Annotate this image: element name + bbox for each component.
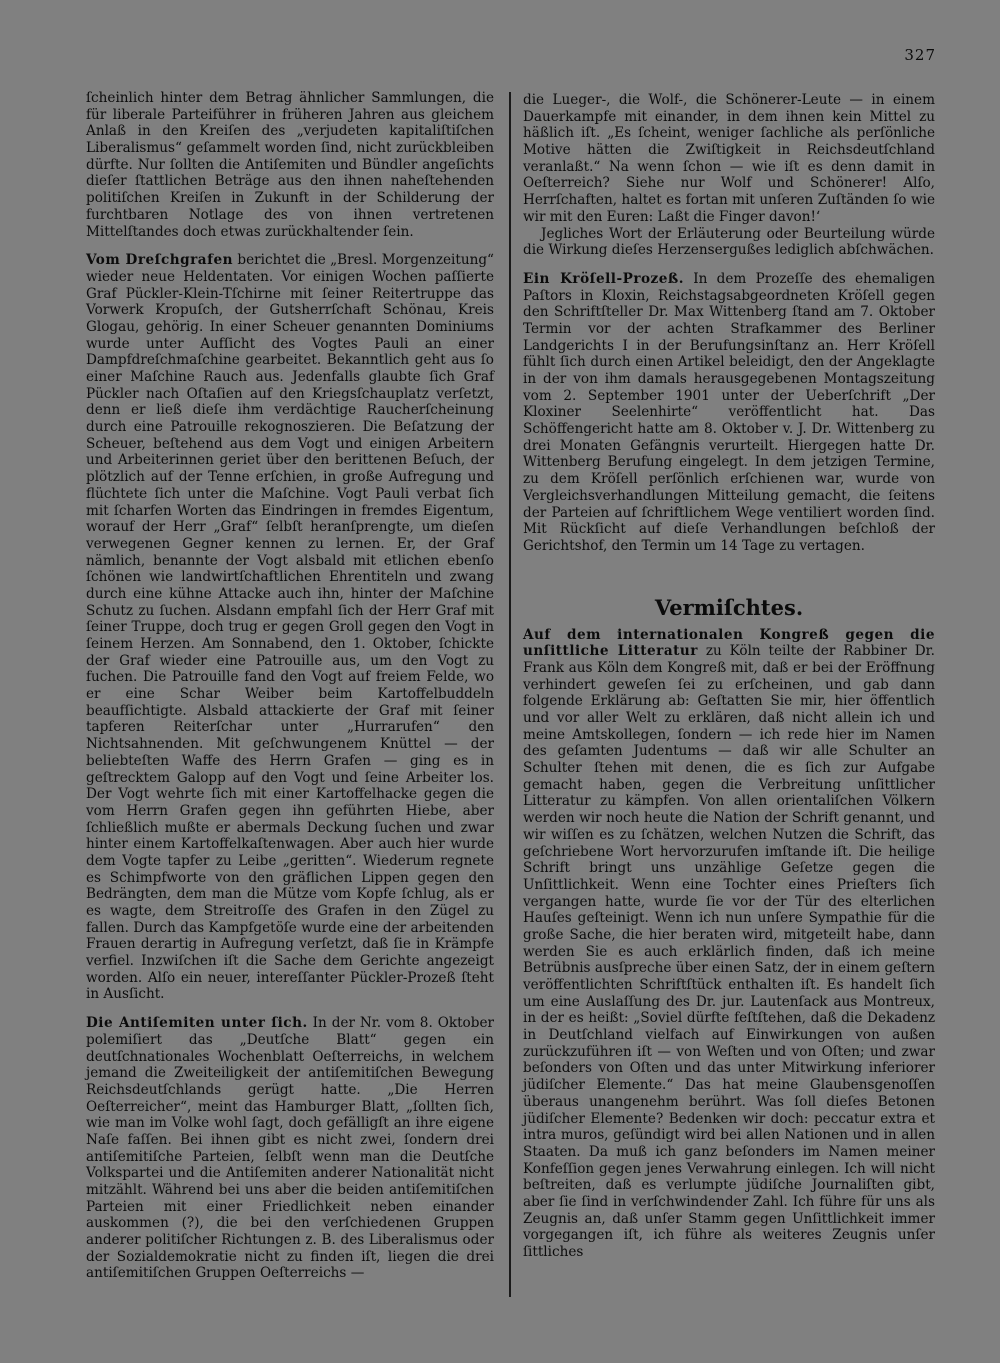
article-heading: Ein Kröſell-Prozeß. [523, 270, 684, 287]
article-dreschgrafen [86, 252, 494, 1003]
article-antisemiten [86, 1015, 494, 1282]
article-heading: Auf dem internationalen Kongreß gegen die unſittliche Litteratur [523, 626, 935, 660]
article-body: In dem Prozeſſe des ehemaligen Paſtors in Kloxin, Reichstagsabgeordneten Kröſell gegen den Schriftſteller Dr. Max Wittenberg ſtand am 7. Oktober Termin vor der achten Strafkammer des Berliner Landgerichts I in der Berufungsinſtanz an. Herr Kröſell fühlt ſich durch einen Artikel beleidigt, den der Angeklagte in der von ihm damals herausgegebenen Montagszeitung vom 2. September 1901 unter der Ueberſchrift „Der Kloxiner Seelenhirte“ veröffentlicht hat. Das Schöffengericht hatte am 8. Oktober v. J. Dr. Wittenberg zu drei Monaten Gefängnis verurteilt. Hiergegen hatte Dr. Wittenberg Berufung eingelegt. In dem jetzigen Termine, zu dem Kröſell perſönlich erſchienen war, wurde von Vergleichsverhandlungen Mitteilung gemacht, die ſeitens der Parteien auf ſchriftlichem Wege ventiliert worden ſind. Mit Rückſicht auf dieſe Verhandlungen beſchloß der Gerichtshof, den Termin um 14 Tage zu vertagen. [523, 270, 936, 554]
page-number: 327 [904, 46, 936, 64]
left-column [86, 90, 494, 1282]
commentary-paragraph: Jegliches Wort der Erläuterung oder Beurteilung würde die Wirkung dieſes Herzensergußes lediglich abſchwächen. [523, 225, 935, 259]
right-column [523, 92, 935, 1261]
article-heading: Die Antiſemiten unter ſich. [86, 1015, 308, 1032]
section-title: Vermiſchtes. [654, 594, 804, 620]
article-body: In der Nr. vom 8. Oktober polemiſiert das „Deutſche Blatt“ gegen ein deutſchnationales Wochenblatt Oeſterreichs, in welchem jemand die Zweiteiligkeit der antiſemitiſchen Bewegung Reichsdeutſchlands gerügt hatte. „Die Herren Oeſterreicher“, meint das Hamburger Blatt, „ſollten ſich, wie man im Volke wohl ſagt, doch gefälligſt an ihre eigene Naſe faſſen. Bei ihnen gibt es nicht zwei, ſondern drei antiſemitiſche Parteien, ſelbſt wenn man die Deutſche Volkspartei und die Antiſemiten anderer Nationalität nicht mitzählt. Während bei uns aber die beiden antiſemitiſchen Parteien mit einer Friedlichkeit neben einander auskommen (?), die bei den verſchiedenen Gruppen anderer politiſcher Richtungen z. B. des Liberalismus oder der Sozialdemokratie nicht zu finden iſt, liegen die drei antiſemitiſchen Gruppen Oeſterreichs — [86, 1015, 494, 1282]
article-kroesell [523, 271, 935, 555]
article-body: berichtet die „Bresl. Morgenzeitung“ wieder neue Heldentaten. Vor einigen Wochen paſſierte Graf Pückler-Klein-Tſchirne mit ſeiner Reitertruppe das Vorwerk Kropuſch, der Gutsherrſchaft Schönau, Kreis Glogau, gehörig. In einer Scheuer genannten Dominiums wurde unter Aufſicht des Vogtes Pauli an einer Dampfdreſchmaſchine gearbeitet. Bekanntlich geht aus ſo einer Maſchine Rauch aus. Jedenfalls glaubte ſich Graf Pückler nach Oſtaſien auf den Kriegsſchauplatz verſetzt, denn er ließ dieſe ihm verdächtige Raucherſcheinung durch eine Patrouille rekognoszieren. Die Beſatzung der Scheuer, beſtehend aus dem Vogt und einigen Arbeitern und Arbeiterinnen geriet über den berittenen Beſuch, der plötzlich auf der Tenne erſchien, in große Aufregung und flüchtete ſich unter die Maſchine. Vogt Pauli verbat ſich mit ſcharfen Worten das Eindringen in fremdes Eigentum, worauf der Herr „Graf“ ſelbſt heranſprengte, um dieſen verwegenen Gegner kennen zu lernen. Er, der Graf nämlich, benannte der Vogt alsbald mit etlichen ebenſo ſchönen wie landwirtſchaftlichen Ehrentiteln und zwang durch eine kühne Attacke auch ihn, hinter der Maſchine Schutz zu ſuchen. Alsdann empfahl ſich der Herr Graf mit ſeiner Truppe, doch trug er gegen Groll gegen den Vogt in ſeinem Herzen. Am Sonnabend, den 1. Oktober, ſchickte der Graf wieder eine Patrouille aus, um den Vogt zu fuchen. Die Patrouille fand den Vogt auf freiem Felde, wo er eine Schar Weiber beim Kartoffelbuddeln beaufſichtigte. Alsbald attackierte der Graf mit ſeiner tapferen Reiterſchar unter „Hurrarufen“ den Nichtsahnenden. Mit geſchwungenem Knüttel — der beliebteſten Waffe des Herrn Grafen — ging es in geſtrecktem Galopp auf den Vogt und ſeine Arbeiter los. Der Vogt wehrte ſich mit einer Kartoffelhacke gegen die vom Herrn Grafen gegen ihn geführten Hiebe, aber ſchließlich mußte er abermals Deckung ſuchen und zwar hinter einem Kartoffelkaſtenwagen. Aber auch hier wurde dem Vogte tapfer zu Leibe „geritten“. Wiederum regnete es Schimpfworte von den gräflichen Lippen gegen den Bedrängten, dem man die Mütze vom Kopfe ſchlug, als er es wagte, dem Streitroſſe des Grafen in den Zügel zu fallen. Durch das Kampfgetöſe wurde eine der arbeitenden Frauen derartig in Aufregung verſetzt, daß ſie in Krämpfe verfiel. Inzwiſchen iſt die Sache dem Gerichte angezeigt worden. Alſo ein neuer, intereſſanter Pückler-Prozeß ſteht in Ausſicht. [86, 252, 494, 1003]
article-continuation: die Lueger-, die Wolf-, die Schönerer-Leute — in einem Dauerkampfe mit einander, in dem ihnen kein Mittel zu häßlich iſt. „Es ſcheint, weniger ſachliche als perſönliche Motive hätten die Zwiſtigkeit in Reichsdeutſchland veranlaßt.“ Na wenn ſchon — wie iſt es denn damit in Oeſterreich? Siehe nur Wolf und Schönerer! Alſo, Herrſchaften, haltet es fortan mit unſeren Zuſtänden ſo wie wir mit den Euren: Laßt die Finger davon!‘ [523, 92, 935, 225]
article-kongress [523, 627, 935, 1261]
article-body: zu Köln teilte der Rabbiner Dr. Frank aus Köln dem Kongreß mit, daß er bei der Eröffnung verhindert geweſen ſei zu erſcheinen, und gab dann folgende Erklärung ab: Geſtatten Sie mir, hier öffentlich und vor aller Welt zu erklären, daß nicht allein ich und meine Amtskollegen, ſondern — ich rede hier im Namen des geſamten Judentums — daß wir alle Schulter an Schulter ſtehen mit denen, die es ſich zur Aufgabe gemacht haben, gegen die Verbreitung unſittlicher Litteratur zu kämpfen. Von allen orientaliſchen Völkern werden wir noch heute die Nation der Schrift genannt, und wir wiſſen es zu ſchätzen, welchen Nutzen die Schrift, das geſchriebene Wort hervorzurufen imſtande iſt. Die heilige Schrift bringt uns unzählige Geſetze gegen die Unſittlichkeit. Wenn eine Tochter eines Prieſters ſich vergangen hatte, wurde ſie vor der Tür des elterlichen Hauſes geſteinigt. Wenn ich nun unſere Sympathie für die große Sache, die hier beraten wird, mitgeteilt habe, dann werden Sie es auch erklärlich finden, daß ich meine Betrübnis ausſpreche über einen Satz, der in einem geſtern veröffentlichten Schriftſtück enthalten iſt. Es handelt ſich um eine Auslaſſung des Dr. jur. Lautenſack aus Montreux, in der es heißt: „Soviel dürfte feſtſtehen, daß die Dekadenz in Deutſchland vielfach auf Einwirkungen von außen zurückzuführen iſt — von Weſten und von Oſten; und zwar beſonders von Oſten und das unter Mitwirkung inferiorer jüdiſcher Elemente.“ Das hat meine Glaubensgenoſſen überaus unangenehm berührt. Was ſoll dieſes Betonen jüdiſcher Elemente? Bedenken wir doch: peccatur extra et intra muros, geſündigt wird bei allen Nationen und in allen Staaten. Da muß ich ganz beſonders im Namen meiner Konfeſſion gegen jenes Verwahrung einlegen. Ich will nicht beſtreiten, daß es verlumpte jüdiſche Journaliſten gibt, aber ſie ſind in verſchwindender Zahl. Ich führe für uns als Zeugnis an, daß unſer Stamm gegen Unſittlichkeit immer vorgegangen iſt, ich führe als weiteres Zeugnis unſer ſittliches [523, 643, 935, 1260]
article-heading: Vom Dreſchgrafen [86, 252, 233, 269]
column-divider [509, 92, 511, 1297]
article-continuation: ſcheinlich hinter dem Betrag ähnlicher Sammlungen, die für liberale Parteiführer in früheren Jahren aus gleichem Anlaß in den Kreiſen des „verjudeten kapitaliſtiſchen Liberalismus“ geſammelt worden ſind, nicht zurückbleiben dürfte. Nur ſollten die Antiſemiten und Bündler angeſichts dieſer ſtattlichen Beträge aus den ihnen naheſtehenden politiſchen Kreiſen in Zukunft in der Schilderung der furchtbaren Notlage des von ihnen vertretenen Mittelſtandes doch etwas zurückhaltender ſein. [86, 90, 494, 240]
